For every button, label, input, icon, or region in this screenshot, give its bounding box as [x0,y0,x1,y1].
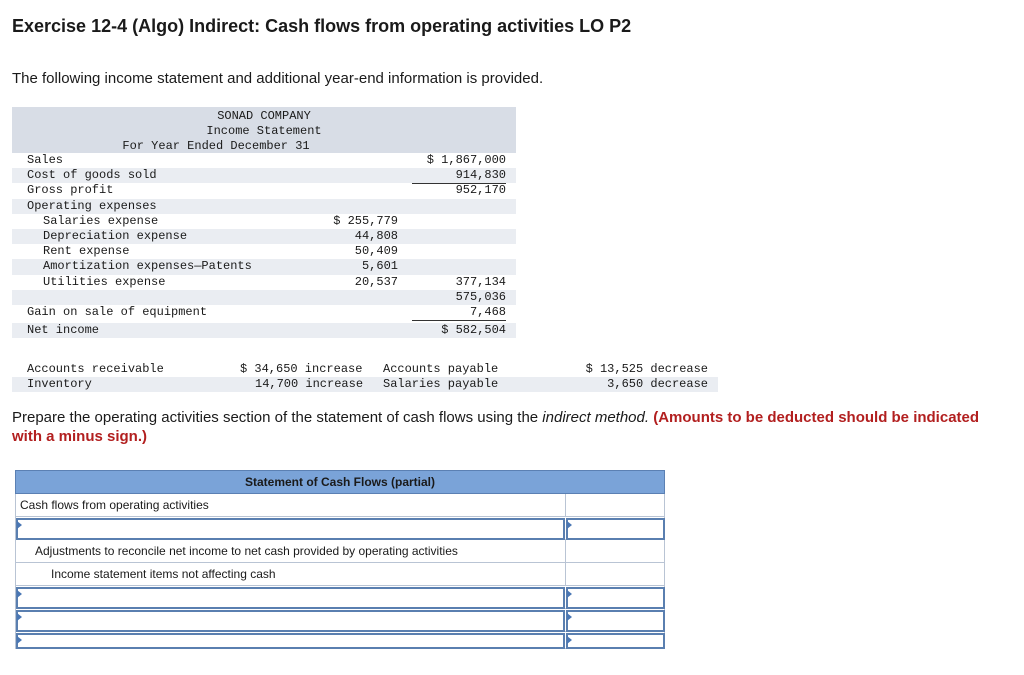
instructions-text: Prepare the operating activities section of the statement of cash flows using the [12,409,543,426]
row-value: 575,036 [455,289,506,304]
cfo-label: Cash flows from operating activities [20,498,209,512]
dropdown-arrow-icon[interactable] [17,613,22,621]
amortization-row [12,259,516,274]
row-label: Salaries expense [43,213,159,228]
dropdown-arrow-icon[interactable] [567,590,572,598]
salaries-row [12,214,516,229]
row-value: $ 1,867,000 [426,153,506,167]
row-value: 20,537 [310,275,398,291]
depreciation-row [12,229,516,244]
accounts-receivable-label: Accounts receivable [27,362,164,376]
row-label: Amortization expenses—Patents [43,259,252,274]
line-item-select[interactable] [16,587,565,609]
statement-period: For Year Ended December 31 [122,139,310,153]
row-value: $ 255,779 [333,213,398,228]
row-value: 7,468 [412,305,506,321]
adjustments-row [15,540,665,563]
row-label: Sales [27,153,64,167]
input-row-3 [15,609,665,632]
input-row-1 [15,517,665,540]
inventory-label: Inventory [27,377,92,392]
amount-input[interactable] [566,587,665,609]
cash-flow-statement [15,470,665,649]
line-item-select[interactable] [16,518,565,540]
row-value: $ 582,504 [441,323,506,338]
additional-row-1 [12,362,718,377]
row-value: 952,170 [455,183,506,198]
gross-profit-row [12,183,516,198]
income-items-row [15,563,665,586]
row-value: 44,808 [354,228,398,243]
salaries-payable-value: 3,650 decrease [607,377,708,392]
instructions [12,408,992,446]
income-items-label: Income statement items not affecting cash [51,567,276,581]
instructions-emphasis: indirect method. [542,409,650,426]
instructions-warning: (Amounts to be deducted should be indicated with a minus sign.) [12,409,980,445]
row-value: 914,830 [412,168,506,184]
row-label: Depreciation expense [43,228,188,243]
additional-info [12,362,718,392]
row-total: 377,134 [412,275,506,291]
row-label: Rent expense [43,244,130,259]
opex-row [12,199,516,214]
income-statement [12,107,516,338]
input-row-2 [15,586,665,609]
adjustments-label: Adjustments to reconcile net income to net cash provided by operating activities [35,544,458,558]
subtotal-row [12,290,516,305]
line-item-select[interactable] [16,610,565,632]
row-label: Operating expenses [27,198,157,213]
dropdown-arrow-icon[interactable] [567,636,572,644]
exercise-title: Exercise 12-4 (Algo) Indirect: Cash flows from operating activities LO P2 [12,16,632,36]
accounts-payable-label: Accounts payable [383,362,499,376]
cogs-row [12,168,516,183]
gain-row [12,305,516,320]
row-label: Utilities expense [43,274,166,289]
line-item-select[interactable] [16,633,565,649]
amount-input[interactable] [566,518,665,540]
statement-header: Statement of Cash Flows (partial) [15,470,665,494]
row-value: 5,601 [361,259,398,274]
amount-input[interactable] [566,610,665,632]
salaries-payable-label: Salaries payable [383,377,499,392]
dropdown-arrow-icon[interactable] [17,521,22,529]
dropdown-arrow-icon[interactable] [567,613,572,621]
row-label: Cost of goods sold [27,168,157,183]
utilities-row [12,275,516,290]
inventory-value: 14,700 increase [255,377,364,392]
column-divider [565,494,566,516]
row-label: Net income [27,323,100,338]
additional-row-2 [12,377,718,392]
rent-row [12,244,516,259]
column-divider [565,563,566,585]
row-label: Gain on sale of equipment [27,304,208,319]
statement-name: Income Statement [206,124,322,138]
row-value: 50,409 [354,244,398,259]
company-name: SONAD COMPANY [217,109,311,123]
column-divider [565,540,566,562]
accounts-receivable-value: $ 34,650 increase [240,362,363,376]
amount-input[interactable] [566,633,665,649]
sales-row [12,153,516,168]
row-label: Gross profit [27,183,114,198]
dropdown-arrow-icon[interactable] [567,521,572,529]
dropdown-arrow-icon[interactable] [17,590,22,598]
intro-text: The following income statement and additional year-end information is provided. [12,70,544,87]
income-statement-header [12,107,516,153]
input-row-4 [15,632,665,649]
dropdown-arrow-icon[interactable] [17,636,22,644]
accounts-payable-value: $ 13,525 decrease [585,362,708,376]
net-income-row [12,323,516,338]
cfo-row [15,494,665,517]
